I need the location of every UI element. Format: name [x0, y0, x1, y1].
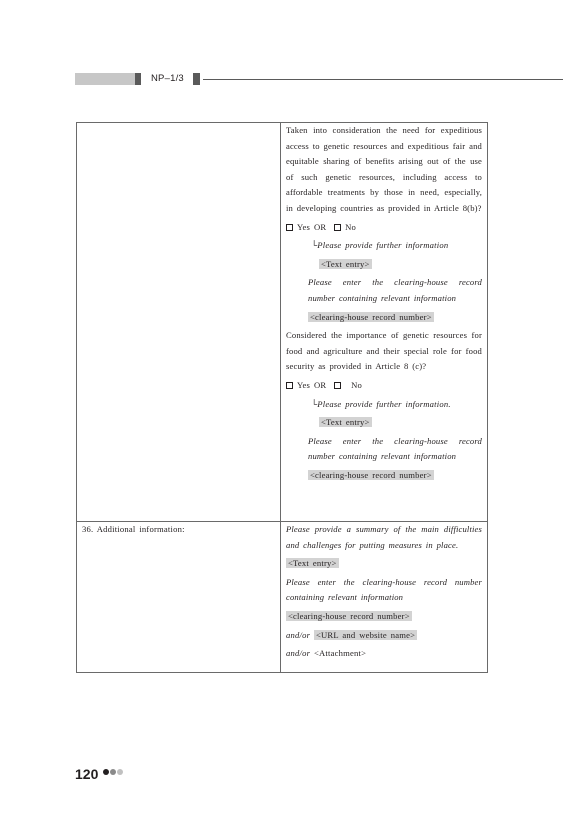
- url-row: [286, 628, 482, 644]
- no-label-a: No: [345, 221, 357, 232]
- additional-info-label: 36. Additional information:: [77, 522, 281, 673]
- header-marker: [193, 73, 200, 85]
- questionnaire-table: [76, 122, 488, 673]
- clearing-house-b-row: [286, 468, 482, 484]
- question-article-8b: Taken into consideration the need for expeditious access to genetic resources and expeditious fair and equitable sharing of benefits arising out of the use of such genetic resources, including access to affordable treatments by those in need, especially, in developing countries as provided in Article 8(b)?: [286, 125, 482, 213]
- header-gray-bar: [75, 73, 141, 85]
- clearing-house-field-b[interactable]: <clearing-house record number>: [310, 469, 432, 480]
- row1-content-cell: [281, 123, 488, 522]
- yes-checkbox-b[interactable]: [286, 382, 293, 389]
- yes-checkbox-a[interactable]: [286, 224, 293, 231]
- yes-label-b: Yes OR: [297, 379, 327, 390]
- question-article-8c: Considered the importance of genetic resources for food and agriculture and their special role for food security as provided in Article 8 (c)?: [286, 330, 482, 372]
- summary-text-entry-field[interactable]: <Text entry>: [288, 558, 337, 569]
- row1-label-cell: [77, 123, 281, 522]
- text-entry-field-b[interactable]: <Text entry>: [321, 417, 370, 428]
- page-dot-2: [110, 769, 116, 775]
- text-entry-b-row: [286, 415, 482, 431]
- header-dark-block: [135, 73, 141, 85]
- summary-text-entry-row: [286, 556, 482, 572]
- andor-label-1: and/or: [286, 629, 311, 640]
- yes-label-a: Yes OR: [297, 221, 327, 232]
- attachment-field[interactable]: <Attachment>: [313, 648, 367, 659]
- no-checkbox-a[interactable]: [334, 224, 341, 231]
- branch-icon: └: [311, 398, 318, 409]
- clearing-house-a-row: [286, 310, 482, 326]
- andor-label-2: and/or: [286, 648, 311, 659]
- table-row: [77, 123, 488, 522]
- clearing-house-prompt-a: Please enter the clearing-house record number containing relevant information: [308, 277, 482, 303]
- clearing-house-prompt-b: Please enter the clearing-house record number containing relevant information: [308, 435, 482, 462]
- yes-no-options-a: [286, 220, 482, 236]
- page-number: 120: [75, 766, 99, 782]
- yes-no-options-b: [286, 378, 482, 394]
- summary-prompt: Please provide a summary of the main difficulties and challenges for putting measures in place.: [286, 524, 482, 550]
- branch-icon: └: [311, 240, 318, 251]
- clearing-house-prompt-c: Please enter the clearing-house record number containing relevant information: [286, 576, 482, 603]
- url-field[interactable]: <URL and website name>: [315, 629, 416, 640]
- header-doc-code: NP–1/3: [151, 73, 184, 84]
- no-label-b: No: [351, 379, 363, 390]
- further-info-a: [286, 238, 482, 254]
- clearing-house-c-row: [286, 609, 482, 625]
- row2-content-cell: [281, 522, 488, 673]
- page-dot-1: [103, 769, 109, 775]
- further-info-b: [286, 397, 482, 413]
- further-info-a-text: Please provide further information: [317, 240, 449, 251]
- further-info-b-text: Please provide further information.: [317, 398, 451, 409]
- text-entry-a-row: [286, 257, 482, 273]
- clearing-house-field-c[interactable]: <clearing-house record number>: [288, 610, 410, 621]
- no-checkbox-b[interactable]: [334, 382, 341, 389]
- table-row: [77, 522, 488, 673]
- text-entry-field-a[interactable]: <Text entry>: [321, 258, 370, 269]
- page-dot-3: [117, 769, 123, 775]
- header-rule: [203, 79, 563, 80]
- attachment-row: [286, 646, 482, 662]
- page-dots: [103, 769, 124, 787]
- clearing-house-field-a[interactable]: <clearing-house record number>: [310, 311, 432, 322]
